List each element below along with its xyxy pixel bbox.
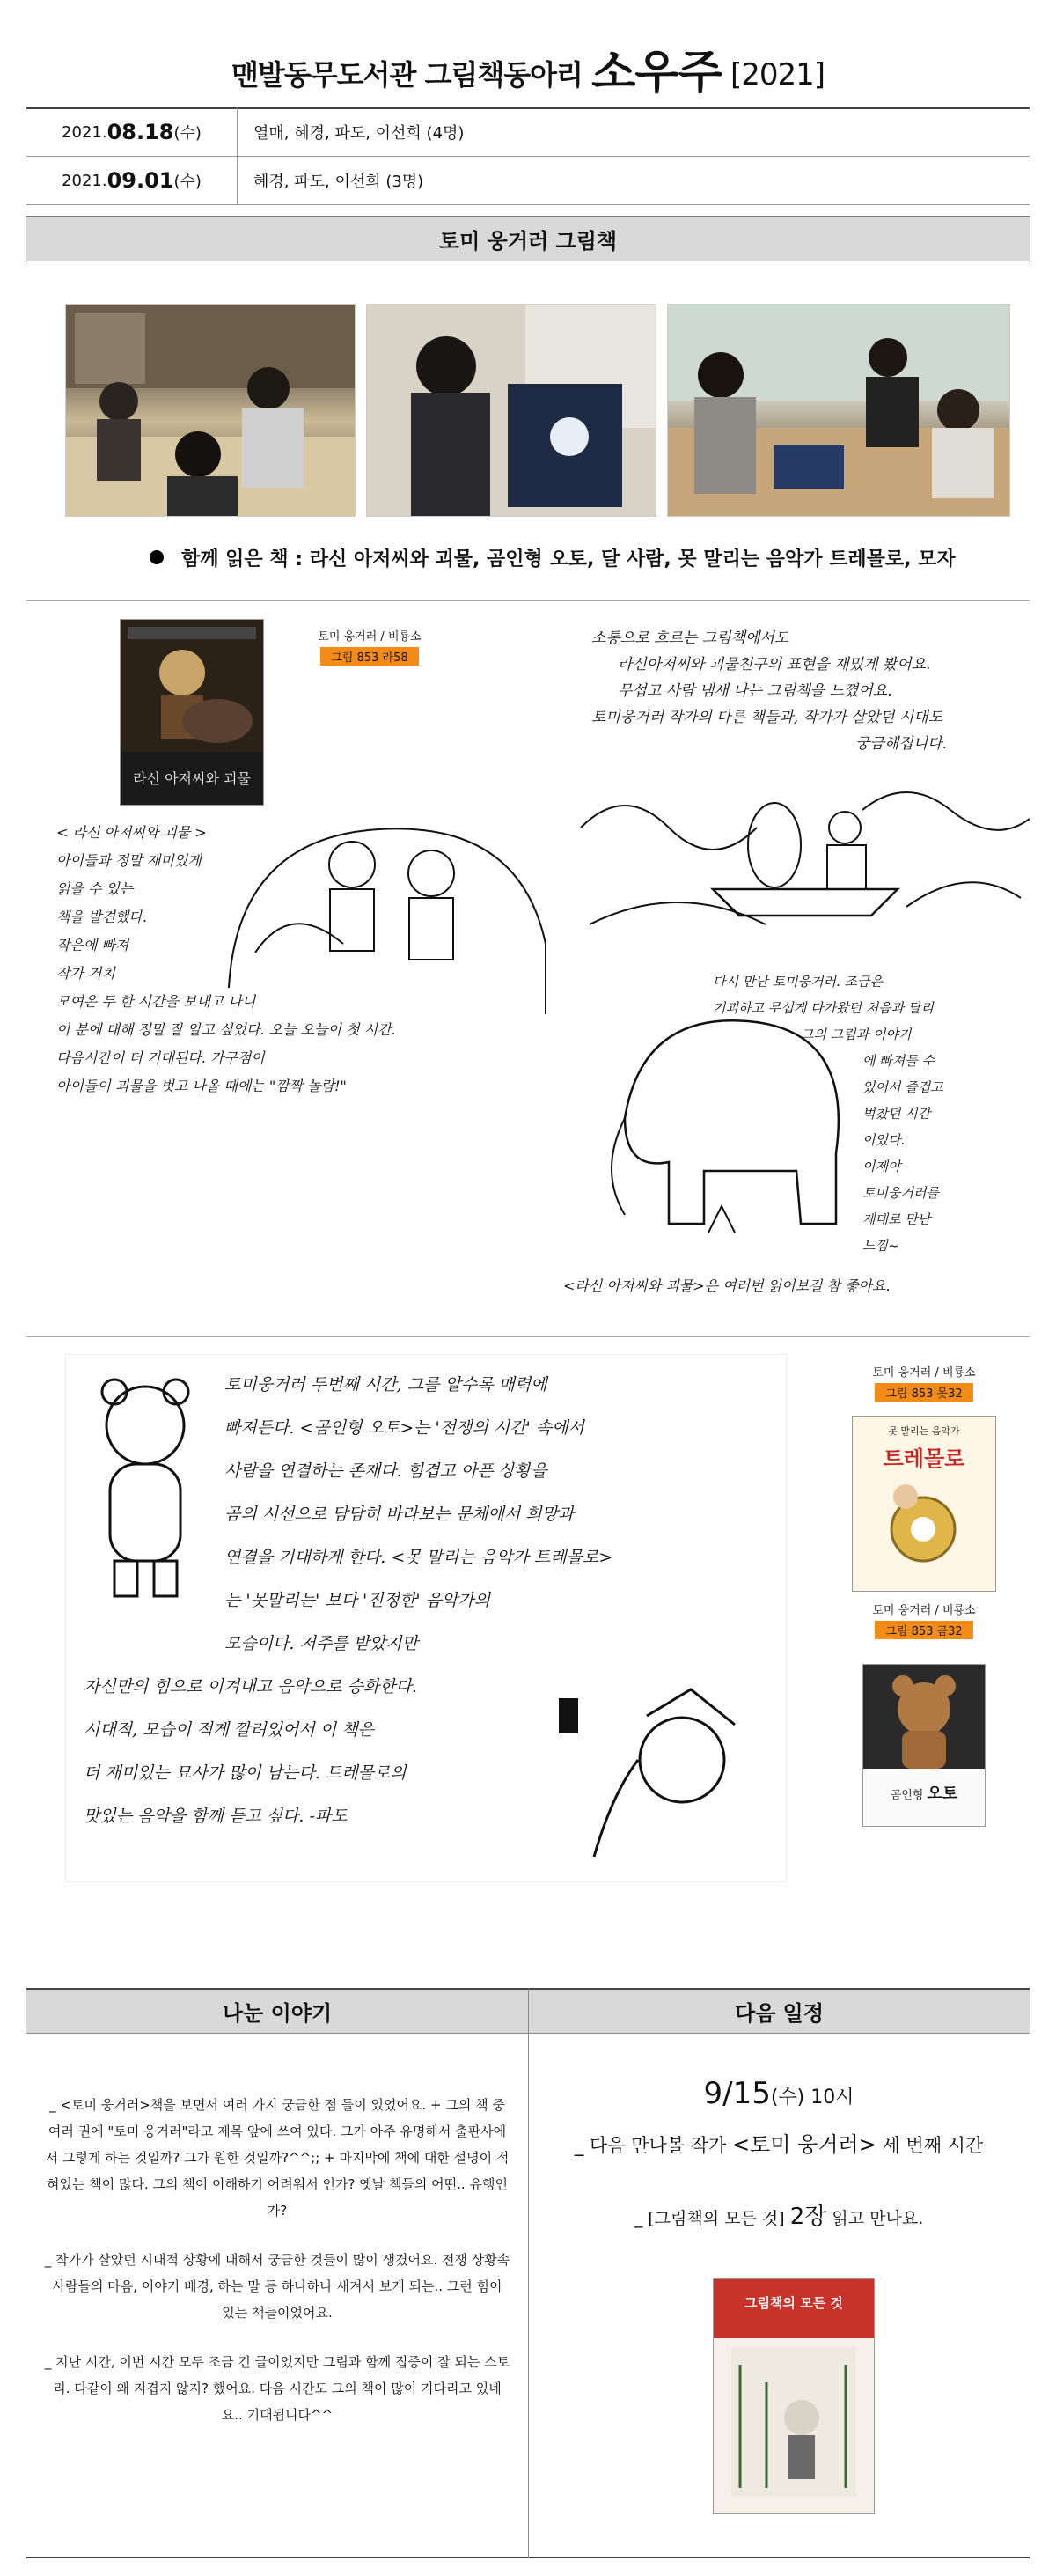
book-tag [854,1601,994,1639]
next-schedule-heading: 다음 일정 [528,1988,1030,2034]
divider [26,1336,1030,1337]
story-paragraph: _ 지난 시간, 이번 시간 모두 조금 긴 글이었지만 그림과 함께 집중이 잘 되는 스토리. 다같이 왜 지겹지 않지? 했어요. 다음 시간도 그의 책이 많이 기다리고 있네요.. 기대됩니다^^ [44,2354,510,2423]
meeting-date: 2021. 08.18 (수) [26,108,238,156]
call-number: 그림 853 못32 [875,1383,972,1402]
meeting-row [26,108,1030,157]
club-year: [2021] [730,57,825,92]
book-author: 토미 웅거러 / 비룡소 [872,1604,976,1617]
club-photo-3 [667,304,1010,517]
note-3: 다시 만난 토미웅거러. 조금은 기괴하고 무섭게 다가왔던 처음과 달리 그의 그림과 이야기 에 빠져들 수 있어서 즐겁고 벅찼던 시간 이었다. 이제야 토미웅거러를 제대로 만난 느낌~ [713,974,943,1254]
meeting-attendees: 혜경, 파도, 이선희 (3명) [253,173,424,191]
next-line-2: _ [그림책의 모든 것] 2장 읽고 만나요. [634,2204,924,2230]
club-photo-1 [65,304,356,517]
club-name: 소우주 [591,47,722,99]
summary-table [26,1988,1030,2558]
book-cover-racine [120,619,264,806]
club-photo-2 [366,304,656,517]
note-4: 토미웅거러 두번째 시간, 그를 알수록 매력에 빠져든다. <곰인형 오토>는 '전쟁의 시간' 속에서 사람을 연결하는 존재다. 힘겹고 아픈 상황을 곰의 시선으로 담담히 바라보는 문체에서 희망과 연결을 기대하게 한다. <못 말리는 음악가 트레몰로> 는 '못말리는' 보다 '진정한' 음악가의 모습이다. 저주를 받았지만 자신만의 힘으로 이겨내고 음악으로 승화한다. 시대적, 모습이 적게 깔려있어서 이 책은 더 재미있는 묘사가 많이 남는다. 트레몰로의 맛있는 음악을 함께 듣고 싶다. -파도 [84,1375,613,1826]
bullet-icon [150,550,164,564]
page-title [0,35,1056,101]
call-number: 그림 853 라58 [320,647,418,666]
book-cover-picturebook: 그림책의 모든 것 [713,2278,875,2514]
note-3-footer: <라신 아저씨와 괴물>은 여러번 읽어보길 참 좋아요. [563,1277,891,1294]
book-author: 토미 웅거러 / 비룡소 [318,630,422,644]
divider [26,600,1030,601]
reading-list: 함께 읽은 책 : 라신 아저씨와 괴물, 곰인형 오토, 달 사람, 못 말리는 음악가 트레몰로, 모자 [150,544,956,571]
call-number: 그림 853 곰32 [875,1621,972,1639]
book-tag [317,627,422,666]
book-tag [854,1363,994,1402]
meeting-date: 2021. 09.01 (수) [26,157,238,204]
org-name: 맨발동무도서관 그림책동아리 [231,58,583,92]
book-cover-title: 라신 아저씨와 괴물 [133,770,251,787]
story-paragraph: _ <토미 웅거러>책을 보면서 여러 가지 궁금한 점 들이 있었어요. + 그의 책 중 여러 권에 "토미 웅거러"라고 제목 앞에 쓰여 있다. 그가 아주 유명해서 출판사에서 그렇게 하는 것일까? 그가 원한 것일까?^^;; + 마지막에 책에 대한 설명이 적혀있는 책이 많다. 그의 책이 이해하기 어려워서 인가? 옛날 책들의 어떤.. 유행인가? [45,2097,510,2219]
next-line-1: _ 다음 만나볼 작가 <토미 웅거러> 세 번째 시간 [574,2132,984,2157]
next-date: 9/15(수) 10시 [703,2076,854,2111]
shared-stories [44,2092,510,2451]
shared-stories-heading: 나눈 이야기 [26,1988,528,2034]
note-1: 소통으로 흐르는 그림책에서도 라신아저씨와 괴물친구의 표현을 재밌게 봤어요. 무섭고 사람 냄새 나는 그림책을 느꼈어요. 토미웅거러 작가의 다른 책들과, 작가가 살았던 시대도 궁금해집니다. [591,629,947,753]
book-cover-tremolo: 못 말리는 음악가 트레몰로 [852,1416,996,1592]
meeting-attendees: 열매, 혜경, 파도, 이선희 (4명) [253,124,465,143]
book-cover-otto: 곰인형 오토 [862,1664,986,1827]
section-title: 토미 웅거러 그림책 [26,216,1030,261]
book-author: 토미 웅거러 / 비룡소 [872,1366,976,1380]
story-paragraph: _ 작가가 살았던 시대적 상황에 대해서 궁금한 것들이 많이 생겼어요. 전쟁 상황속 사람들의 마음, 이야기 배경, 하는 말 등 하나하나 새겨서 보게 되는.. 그런 힘이 있는 책들이었어요. [44,2252,510,2321]
meeting-row [26,157,1030,205]
teddy-bear-drawing [66,1373,224,1601]
note-2: < 라신 아저씨와 괴물 > 아이들과 정말 재미있게 읽을 수 있는 책을 발견했다. 작은에 빠져 작가 거치 모여온 두 한 시간을 보내고 나니 이 분에 대해 정말 잘 알고 싶었다. 오늘 오늘이 첫 시간. 다음시간이 더 기대된다. 가구점이 아이들이 괴물을 벗고 나올 때에는 "깜짝 놀람!" [56,824,396,1094]
note-4-panel [65,1354,787,1882]
next-schedule [528,2076,1030,2231]
boat-drawing [572,775,1030,933]
